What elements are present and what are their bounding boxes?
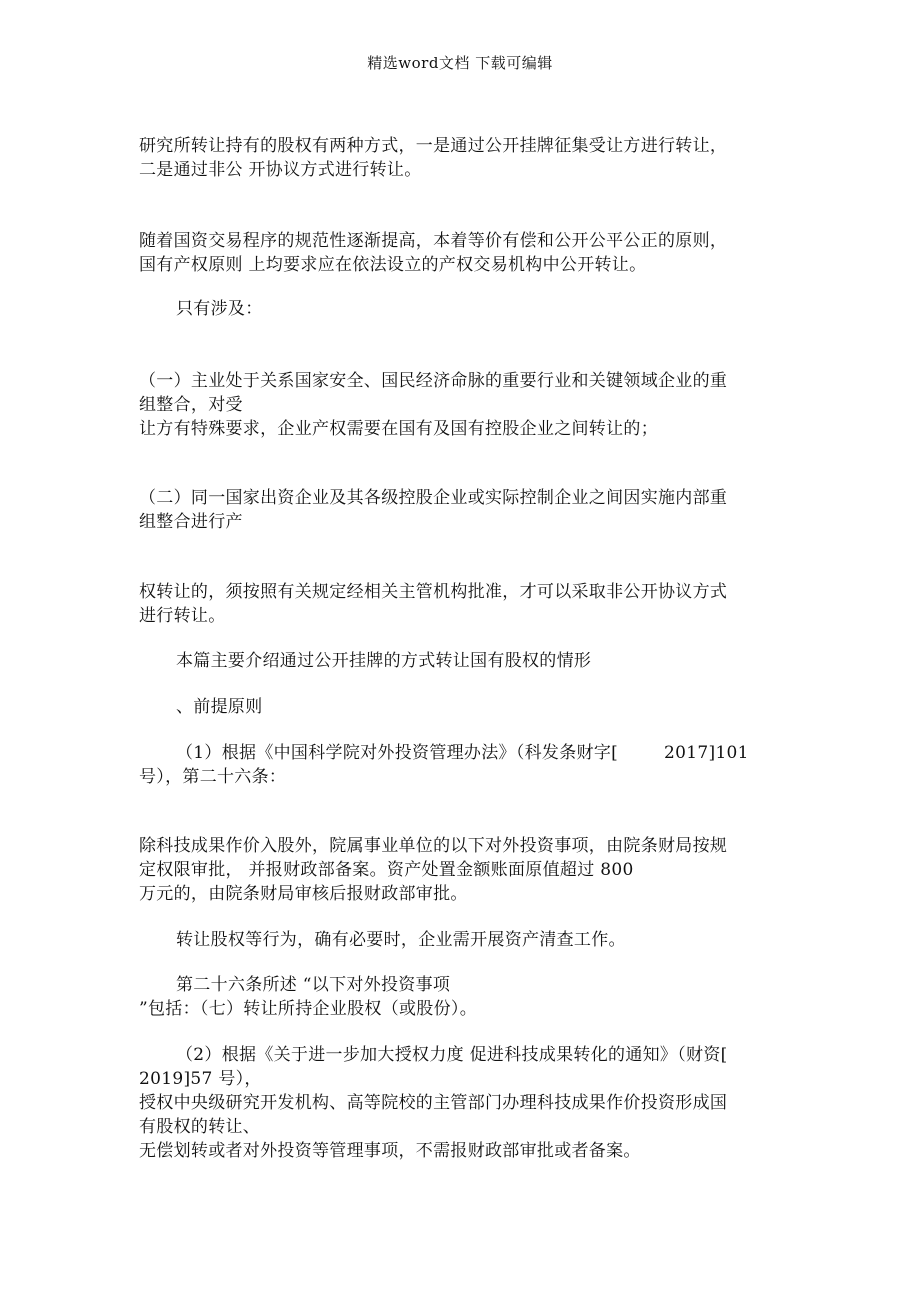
text-line: 无偿划转或者对外投资等管理事项，不需报财政部审批或者备案。 bbox=[139, 1141, 641, 1161]
text-line: （一）主业处于关系国家安全、国民经济命脉的重要行业和关键领域企业的重 bbox=[139, 371, 728, 391]
text-line: 只有涉及： bbox=[176, 299, 263, 319]
text-line: 国有产权原则 上均要求应在依法设立的产权交易机构中公开转让。 bbox=[139, 255, 647, 275]
text-line: 号），第二十六条： bbox=[139, 767, 287, 787]
text-line: 随着国资交易程序的规范性逐渐提高，本着等价有偿和公开公平公正的原则， bbox=[139, 231, 728, 251]
section-heading-premise bbox=[176, 695, 818, 719]
paragraph-approval-requirement bbox=[139, 580, 781, 628]
text-line: 转让股权等行为，确有必要时，企业需开展资产清查工作。 bbox=[176, 930, 626, 950]
text-line: 组整合，对受 bbox=[139, 395, 243, 415]
text-line: （2）根据《关于进一步加大授权力度 促进科技成果转化的通知》（财资[ bbox=[176, 1045, 728, 1065]
page-header: 精选word文档 下载可编辑 bbox=[367, 54, 553, 72]
text-line: （二）同一国家出资企业及其各级控股企业或实际控制企业之间因实施内部重 bbox=[139, 488, 728, 508]
paragraph-approval-authority bbox=[139, 834, 781, 906]
text-line: 进行转让。 bbox=[139, 606, 226, 626]
text-segment: 2017]101 bbox=[664, 743, 749, 763]
text-line bbox=[139, 741, 781, 765]
paragraph-article-26 bbox=[139, 973, 781, 1021]
paragraph-public-transfer-principle bbox=[139, 229, 781, 277]
text-line: 二是通过非公 开协议方式进行转让。 bbox=[139, 160, 422, 180]
text-segment: （1）根据《中国科学院对外投资管理办法》（科发条财字[ bbox=[176, 743, 619, 763]
text-line: 本篇主要介绍通过公开挂牌的方式转让国有股权的情形 bbox=[176, 651, 592, 671]
text-line: 万元的，由院条财局审核后报财政部审批。 bbox=[139, 884, 468, 904]
paragraph-basis-two bbox=[139, 1043, 781, 1163]
paragraph-asset-audit bbox=[176, 928, 818, 952]
text-line: 2019]57 号）， bbox=[139, 1069, 262, 1089]
text-line: 除科技成果作价入股外，院属事业单位的以下对外投资事项，由院条财局按规 bbox=[139, 836, 728, 856]
paragraph-transfer-methods bbox=[139, 134, 781, 182]
text-line: ”包括：（七）转让所持企业股权（或股份）。 bbox=[139, 999, 477, 1019]
paragraph-only-involving bbox=[176, 297, 818, 321]
text-line: 、前提原则 bbox=[176, 697, 263, 717]
text-line: 研究所转让持有的股权有两种方式，一是通过公开挂牌征集受让方进行转让， bbox=[139, 136, 728, 156]
text-line: 授权中央级研究开发机构、高等院校的主管部门办理科技成果作价投资形成国 bbox=[139, 1093, 728, 1113]
paragraph-item-two bbox=[139, 486, 781, 534]
text-line: 组整合进行产 bbox=[139, 512, 243, 532]
paragraph-item-one bbox=[139, 369, 781, 441]
paragraph-article-intro bbox=[176, 649, 818, 673]
paragraph-basis-one bbox=[139, 741, 781, 789]
text-line: 权转让的，须按照有关规定经相关主管机构批准，才可以采取非公开协议方式 bbox=[139, 582, 728, 602]
text-line: 让方有特殊要求，企业产权需要在国有及国有控股企业之间转让的； bbox=[139, 419, 658, 439]
text-line: 定权限审批， 并报财政部备案。资产处置金额账面原值超过 800 bbox=[139, 860, 634, 880]
text-line: 第二十六条所述 “以下对外投资事项 bbox=[176, 975, 451, 995]
text-line: 有股权的转让、 bbox=[139, 1117, 261, 1137]
